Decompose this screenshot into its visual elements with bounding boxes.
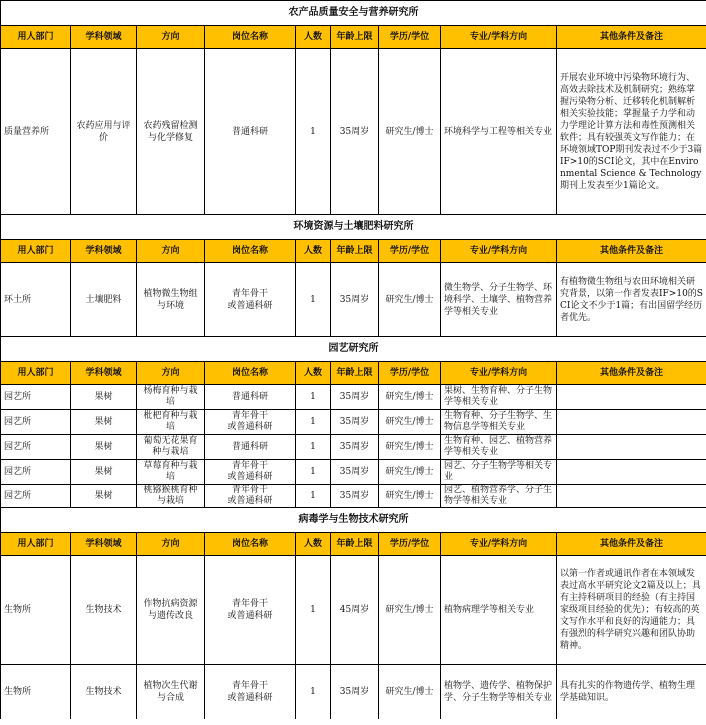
cell-field: 果树 [71, 460, 137, 485]
cell-direction: 植物微生物组与环境 [137, 263, 205, 337]
cell-count: 1 [296, 435, 331, 460]
cell-degree: 研究生/博士 [379, 385, 441, 410]
cell-position: 青年骨干 或普通科研 [205, 460, 296, 485]
cell-field: 果树 [71, 410, 137, 435]
table-row [1, 665, 706, 720]
cell-dept: 园艺所 [1, 460, 71, 485]
table-row [1, 263, 706, 337]
cell-dept: 园艺所 [1, 485, 71, 508]
cell-notes [557, 385, 706, 410]
cell-direction: 植物次生代谢与合成 [137, 665, 205, 720]
table-row [1, 485, 706, 508]
cell-age: 35周岁 [331, 49, 379, 215]
section-title-row [1, 215, 706, 240]
cell-count: 1 [296, 665, 331, 720]
cell-dept: 园艺所 [1, 435, 71, 460]
cell-age: 35周岁 [331, 385, 379, 410]
cell-major: 植物病理学等相关专业 [441, 556, 557, 665]
cell-position: 青年骨干 或普通科研 [205, 410, 296, 435]
cell-major: 果树、生物育种、分子生物学等相关专业 [441, 385, 557, 410]
cell-count: 1 [296, 49, 331, 215]
cell-major: 微生物学、分子生物学、环境科学、土壤学、植物营养学等相关专业 [441, 263, 557, 337]
header-dept: 用人部门 [1, 362, 71, 385]
header-row [1, 240, 706, 263]
header-notes: 其他条件及备注 [557, 26, 706, 49]
header-field: 学科领域 [71, 240, 137, 263]
cell-field: 果树 [71, 385, 137, 410]
header-direction: 方向 [137, 533, 205, 556]
header-degree: 学历/学位 [379, 26, 441, 49]
cell-major: 园艺、植物营养学、分子生物学等相关专业 [441, 485, 557, 508]
cell-notes [557, 460, 706, 485]
header-notes: 其他条件及备注 [557, 362, 706, 385]
cell-age: 35周岁 [331, 410, 379, 435]
header-count: 人数 [296, 362, 331, 385]
cell-field: 生物技术 [71, 556, 137, 665]
cell-direction: 枇杷育种与栽培 [137, 410, 205, 435]
section-title-row [1, 1, 706, 26]
cell-field: 果树 [71, 435, 137, 460]
header-age: 年龄上限 [331, 240, 379, 263]
cell-count: 1 [296, 460, 331, 485]
cell-degree: 研究生/博士 [379, 410, 441, 435]
table-row [1, 410, 706, 435]
cell-position: 青年骨干 或普通科研 [205, 263, 296, 337]
cell-degree: 研究生/博士 [379, 556, 441, 665]
header-degree: 学历/学位 [379, 240, 441, 263]
header-dept: 用人部门 [1, 240, 71, 263]
cell-notes [557, 485, 706, 508]
header-field: 学科领域 [71, 362, 137, 385]
cell-direction: 桃猕猴桃育种与栽培 [137, 485, 205, 508]
cell-count: 1 [296, 556, 331, 665]
cell-age: 35周岁 [331, 665, 379, 720]
cell-count: 1 [296, 410, 331, 435]
cell-age: 45周岁 [331, 556, 379, 665]
section-title-row [1, 508, 706, 533]
cell-dept: 生物所 [1, 556, 71, 665]
cell-field: 土壤肥料 [71, 263, 137, 337]
header-age: 年龄上限 [331, 533, 379, 556]
cell-field: 农药应用与评价 [71, 49, 137, 215]
header-position: 岗位名称 [205, 26, 296, 49]
section-title-row [1, 337, 706, 362]
header-degree: 学历/学位 [379, 533, 441, 556]
cell-position: 青年骨干 或普通科研 [205, 485, 296, 508]
cell-age: 35周岁 [331, 460, 379, 485]
cell-notes: 有植物微生物组与农田环境相关研究背景，以第一作者发表IF>10的SCI论文不少于1篇；有出国留学经历者优先。 [557, 263, 706, 337]
header-major: 专业/学科方向 [441, 240, 557, 263]
cell-age: 35周岁 [331, 263, 379, 337]
cell-major: 园艺、分子生物学等相关专业 [441, 460, 557, 485]
table-row [1, 460, 706, 485]
header-direction: 方向 [137, 362, 205, 385]
header-degree: 学历/学位 [379, 362, 441, 385]
header-field: 学科领域 [71, 533, 137, 556]
cell-count: 1 [296, 263, 331, 337]
cell-major: 生物育种、园艺、植物营养学等相关专业 [441, 435, 557, 460]
cell-major: 生物育种、分子生物学、生物信息学等相关专业 [441, 410, 557, 435]
cell-dept: 环土所 [1, 263, 71, 337]
cell-dept: 园艺所 [1, 385, 71, 410]
header-notes: 其他条件及备注 [557, 533, 706, 556]
header-major: 专业/学科方向 [441, 26, 557, 49]
cell-age: 35周岁 [331, 435, 379, 460]
header-dept: 用人部门 [1, 26, 71, 49]
cell-degree: 研究生/博士 [379, 665, 441, 720]
header-position: 岗位名称 [205, 240, 296, 263]
cell-degree: 研究生/博士 [379, 435, 441, 460]
cell-field: 生物技术 [71, 665, 137, 720]
header-dept: 用人部门 [1, 533, 71, 556]
cell-dept: 质量营养所 [1, 49, 71, 215]
cell-position: 普通科研 [205, 49, 296, 215]
table-row [1, 556, 706, 665]
cell-direction: 草莓育种与栽培 [137, 460, 205, 485]
section-title: 环境资源与土壤肥料研究所 [1, 215, 706, 240]
cell-direction: 葡萄无花果育种与栽培 [137, 435, 205, 460]
cell-notes: 具有扎实的作物遗传学、植物生理学基础知识。 [557, 665, 706, 720]
header-direction: 方向 [137, 240, 205, 263]
section-title: 园艺研究所 [1, 337, 706, 362]
cell-count: 1 [296, 385, 331, 410]
header-count: 人数 [296, 533, 331, 556]
cell-degree: 研究生/博士 [379, 49, 441, 215]
cell-major: 植物学、遗传学、植物保护学、分子生物学等相关专业 [441, 665, 557, 720]
header-major: 专业/学科方向 [441, 362, 557, 385]
cell-position: 普通科研 [205, 435, 296, 460]
header-age: 年龄上限 [331, 362, 379, 385]
cell-direction: 杨梅育种与栽培 [137, 385, 205, 410]
section-title: 农产品质量安全与营养研究所 [1, 1, 706, 26]
header-major: 专业/学科方向 [441, 533, 557, 556]
cell-position: 青年骨干 或普通科研 [205, 556, 296, 665]
header-field: 学科领域 [71, 26, 137, 49]
header-count: 人数 [296, 240, 331, 263]
header-row [1, 533, 706, 556]
cell-direction: 作物抗病资源与遗传改良 [137, 556, 205, 665]
cell-age: 35周岁 [331, 485, 379, 508]
cell-degree: 研究生/博士 [379, 460, 441, 485]
header-direction: 方向 [137, 26, 205, 49]
cell-dept: 生物所 [1, 665, 71, 720]
header-position: 岗位名称 [205, 362, 296, 385]
cell-notes: 以第一作者或通讯作者在本领域发表过高水平研究论文2篇及以上；具有主持科研项目的经验（有主持国家级项目经验的优先）；有较高的英文写作水平和良好的沟通能力；具有强烈的科学研究兴趣和团队协助精神。 [557, 556, 706, 665]
header-row [1, 26, 706, 49]
section-title: 病毒学与生物技术研究所 [1, 508, 706, 533]
cell-notes [557, 435, 706, 460]
table-row [1, 385, 706, 410]
cell-degree: 研究生/博士 [379, 485, 441, 508]
cell-direction: 农药残留检测与化学修复 [137, 49, 205, 215]
header-row [1, 362, 706, 385]
cell-count: 1 [296, 485, 331, 508]
cell-notes: 开展农业环境中污染物环境行为、高效去除技术及机制研究；熟练掌握污染物分析、迁移转化机制解析相关实验技能；掌握量子力学和动力学理论计算方法和毒性预测相关软件；具有较强英文写作能力；在环境领域TOP期刊发表过不少于3篇IF>10的SCI论文，其中在Environmental Science & Technology期刊上发表至少1篇论文。 [557, 49, 706, 215]
table-row [1, 49, 706, 215]
cell-notes [557, 410, 706, 435]
cell-dept: 园艺所 [1, 410, 71, 435]
table-row [1, 435, 706, 460]
header-age: 年龄上限 [331, 26, 379, 49]
cell-field: 果树 [71, 485, 137, 508]
header-count: 人数 [296, 26, 331, 49]
cell-position: 青年骨干 或普通科研 [205, 665, 296, 720]
cell-position: 普通科研 [205, 385, 296, 410]
header-position: 岗位名称 [205, 533, 296, 556]
cell-degree: 研究生/博士 [379, 263, 441, 337]
header-notes: 其他条件及备注 [557, 240, 706, 263]
cell-major: 环境科学与工程等相关专业 [441, 49, 557, 215]
